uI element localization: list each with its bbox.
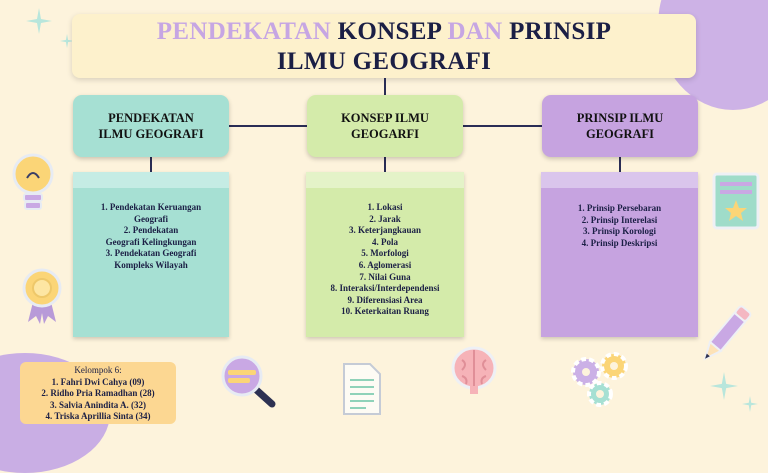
gears-icon	[570, 350, 636, 408]
list-item: 8. Interaksi/Interdependensi	[330, 283, 440, 294]
list-item: 5. Morfologi	[361, 248, 409, 259]
card-strip	[306, 172, 464, 188]
list-item: 3. Pendekatan Geografi	[105, 248, 197, 259]
card-strip	[73, 172, 229, 188]
list-item: 1. Pendekatan Keruangan	[100, 202, 202, 212]
connector-middle-card	[384, 157, 386, 172]
group-member: 4. Triska Aprillia Sinta (34)	[45, 411, 151, 421]
list-pendekatan	[73, 188, 229, 272]
group-member: 2. Ridho Pria Ramadhan (28)	[41, 388, 155, 398]
list-item: 4. Pola	[372, 236, 398, 247]
sparkle-icon	[742, 396, 758, 412]
list-item: Geografi Kelingkungan	[105, 236, 197, 247]
list-item: 1. Prinsip Persebaran	[577, 203, 662, 213]
title-word-pendekatan: PENDEKATAN	[156, 18, 332, 45]
header-konsep	[307, 95, 463, 157]
list-item: 6. Aglomerasi	[358, 259, 412, 270]
list-item: 2. Pendekatan	[123, 225, 179, 236]
title-word-konsep: KONSEP	[331, 18, 448, 45]
card-strip	[541, 172, 698, 188]
connector-right-card	[619, 157, 621, 172]
group-title: Kelompok 6:	[74, 365, 122, 375]
header-pendekatan	[73, 95, 229, 157]
page-title-line1	[72, 17, 696, 47]
header-prinsip-line2: GEOGRAFI	[585, 127, 655, 141]
list-konsep	[306, 188, 464, 318]
award-badge-icon	[22, 268, 62, 326]
header-pendekatan-line2: ILMU GEOGRAFI	[98, 127, 204, 141]
card-konsep	[306, 172, 464, 337]
group-member: 1. Fahri Dwi Cahya (09)	[51, 376, 145, 387]
group-members-box	[20, 362, 176, 424]
connector-title-middle	[384, 78, 386, 95]
connector-left-middle	[229, 125, 307, 127]
group-member: 3. Salvia Anindita A. (32)	[49, 399, 147, 410]
page-title-line2: ILMU GEOGRAFI	[276, 48, 492, 75]
list-item: 3. Keterjangkauan	[349, 225, 421, 236]
card-pendekatan	[73, 172, 229, 337]
lightbulb-icon	[12, 152, 54, 216]
connector-middle-right	[463, 125, 542, 127]
sparkle-icon	[26, 8, 52, 34]
title-banner	[72, 14, 696, 78]
list-item: 1. Lokasi	[367, 202, 403, 212]
pencil-icon	[698, 300, 752, 370]
list-item: Kompleks Wilayah	[114, 259, 188, 270]
list-item: 3. Prinsip Korologi	[582, 226, 657, 237]
connector-left-card	[150, 157, 152, 172]
document-icon	[342, 362, 382, 416]
list-item: Geografi	[134, 213, 168, 224]
header-prinsip	[542, 95, 698, 157]
notebook-star-icon	[712, 172, 760, 230]
list-item: 4. Prinsip Deskripsi	[581, 237, 658, 248]
list-item: 2. Prinsip Interelasi	[581, 214, 658, 225]
list-item: 7. Nilai Guna	[359, 271, 411, 282]
header-pendekatan-line1: PENDEKATAN	[108, 111, 194, 125]
list-item: 2. Jarak	[369, 213, 401, 224]
header-konsep-line2: GEOGARFI	[350, 127, 420, 141]
list-prinsip	[541, 188, 698, 249]
title-word-prinsip: PRINSIP	[502, 18, 612, 45]
list-item: 9. Diferensiasi Area	[347, 294, 423, 305]
title-word-dan: DAN	[447, 18, 503, 45]
magnifier-icon	[220, 354, 278, 408]
header-prinsip-line1: PRINSIP ILMU	[576, 111, 664, 125]
header-konsep-line1: KONSEP ILMU	[341, 111, 429, 125]
list-item: 10. Keterkaitan Ruang	[341, 306, 429, 317]
card-prinsip	[541, 172, 698, 337]
sparkle-icon	[710, 372, 738, 400]
brain-icon	[450, 344, 498, 396]
